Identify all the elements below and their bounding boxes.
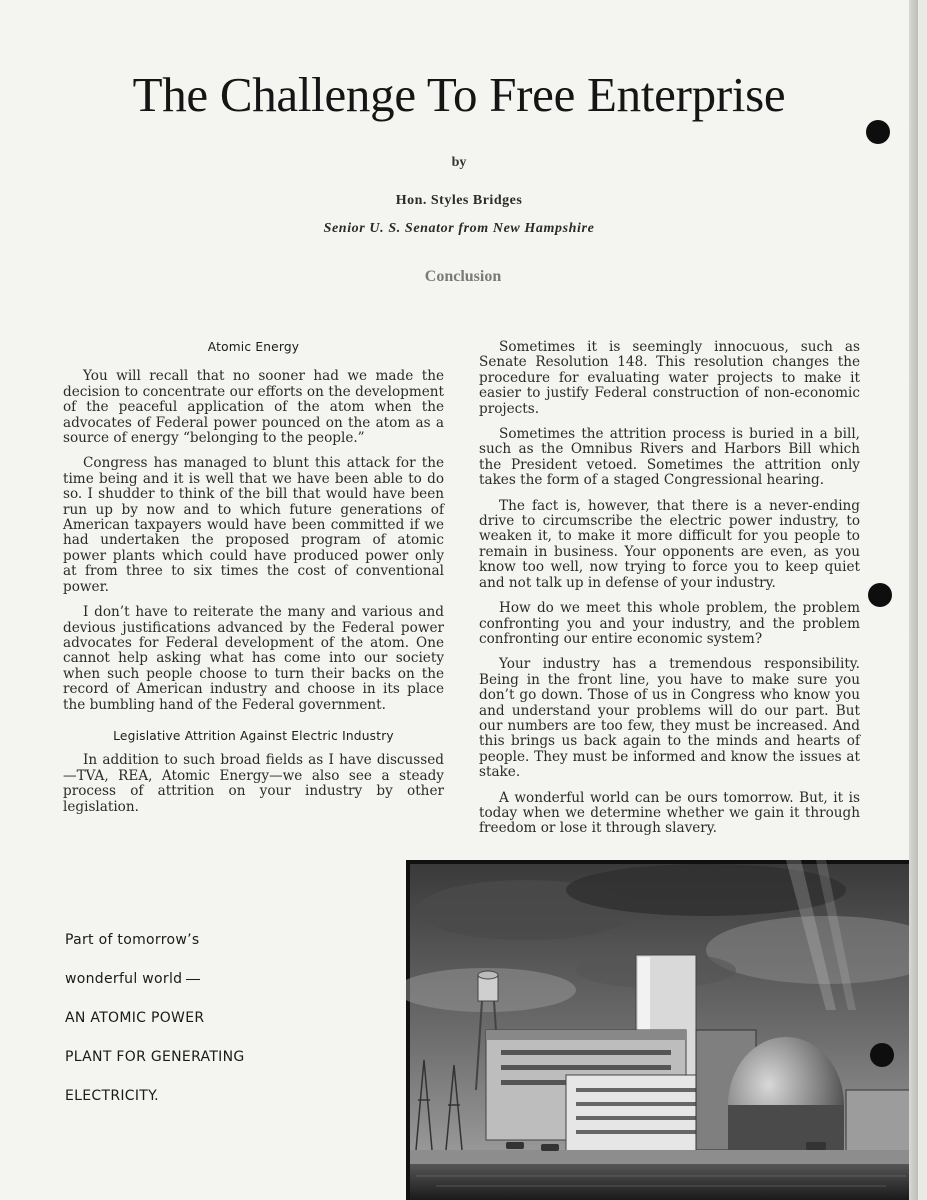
caption-line: PLANT FOR GENERATING	[65, 1049, 245, 1065]
paragraph: How do we meet this whole problem, the problem confronting you and your industry, and the problem confronting our entire economic system?	[479, 600, 860, 647]
left-column	[63, 340, 444, 825]
paragraph: Sometimes the attrition process is buried in a bill, such as the Omnibus Rivers and Harbors Bill which the President vetoed. Sometimes the attrition only takes the form of a staged Congressional hearing.	[479, 426, 860, 489]
page-edge	[909, 0, 918, 1200]
paragraph: You will recall that no sooner had we made the decision to concentrate our efforts on the development of the peaceful application of the atom when the advocates of Federal power pounced on the atom as a source of energy “belonging to the people.”	[63, 368, 444, 447]
power-plant-drawing	[406, 860, 918, 1200]
caption-dash	[186, 979, 200, 980]
article-title: The Challenge To Free Enterprise	[132, 67, 786, 122]
author-name: Hon. Styles Bridges	[395, 193, 523, 208]
caption-line: ELECTRICITY.	[65, 1088, 159, 1104]
image-caption	[65, 928, 365, 1123]
section-label: Conclusion	[424, 268, 502, 285]
paragraph: The fact is, however, that there is a never-ending drive to circumscribe the electric power industry, to weaken it, to make it more difficult for you people to remain in business. Your opponents are even, as you know too well, now trying to force you to keep quiet and not talk up in defense of your industry.	[479, 497, 860, 591]
author-title: Senior U. S. Senator from New Hampshire	[323, 221, 595, 236]
heading-atomic-energy: Atomic Energy	[207, 340, 300, 354]
paragraph: In addition to such broad fields as I have discussed—TVA, REA, Atomic Energy—we also see a steady process of attrition on your industry by other legislation.	[63, 752, 444, 815]
punch-hole-middle	[868, 583, 892, 607]
punch-hole-bottom	[870, 1043, 894, 1067]
punch-hole-top	[866, 120, 890, 144]
paragraph: A wonderful world can be ours tomorrow. But, it is today when we determine whether we gain it through freedom or lose it through slavery.	[479, 789, 860, 837]
right-column	[479, 340, 860, 847]
paragraph: I don’t have to reiterate the many and various and devious justifications advanced by the Federal power advocates for Federal development of the atom. One cannot help asking what has come into our society when such people choose to turn their backs on the record of American industry and choose in its place the bumbling hand of the Federal government.	[63, 604, 444, 713]
paragraph: Your industry has a tremendous responsibility. Being in the front line, you have to make sure you don’t go down. Those of us in Congress who know you and understand your problems will do our part. But our numbers are too few, they must be increased. And this brings us back again to the minds and hearts of people. They must be informed and know the issues at stake.	[479, 656, 860, 781]
paragraph: Congress has managed to blunt this attack for the time being and it is well that we have been able to do so. I shudder to think of the bill that would have been run up by now and to which future generations of American taxpayers would have been committed if we had undertaken the proposed program of atomic power plants which could have produced power only at from three to six times the cost of conventional power.	[63, 455, 444, 595]
atomic-power-plant-illustration	[406, 860, 918, 1200]
caption-line: Part of tomorrow’s	[65, 932, 200, 948]
paragraph: Sometimes it is seemingly innocuous, such as Senate Resolution 148. This resolution changes the procedure for evaluating water projects to make it easier to justify Federal construction of non-economic projects.	[479, 339, 860, 417]
caption-line: AN ATOMIC POWER	[65, 1010, 205, 1026]
heading-legislative-attrition: Legislative Attrition Against Electric Industry	[113, 728, 394, 743]
caption-text: wonderful world	[65, 971, 183, 987]
byline: by	[451, 155, 467, 170]
caption-line	[65, 967, 365, 1006]
